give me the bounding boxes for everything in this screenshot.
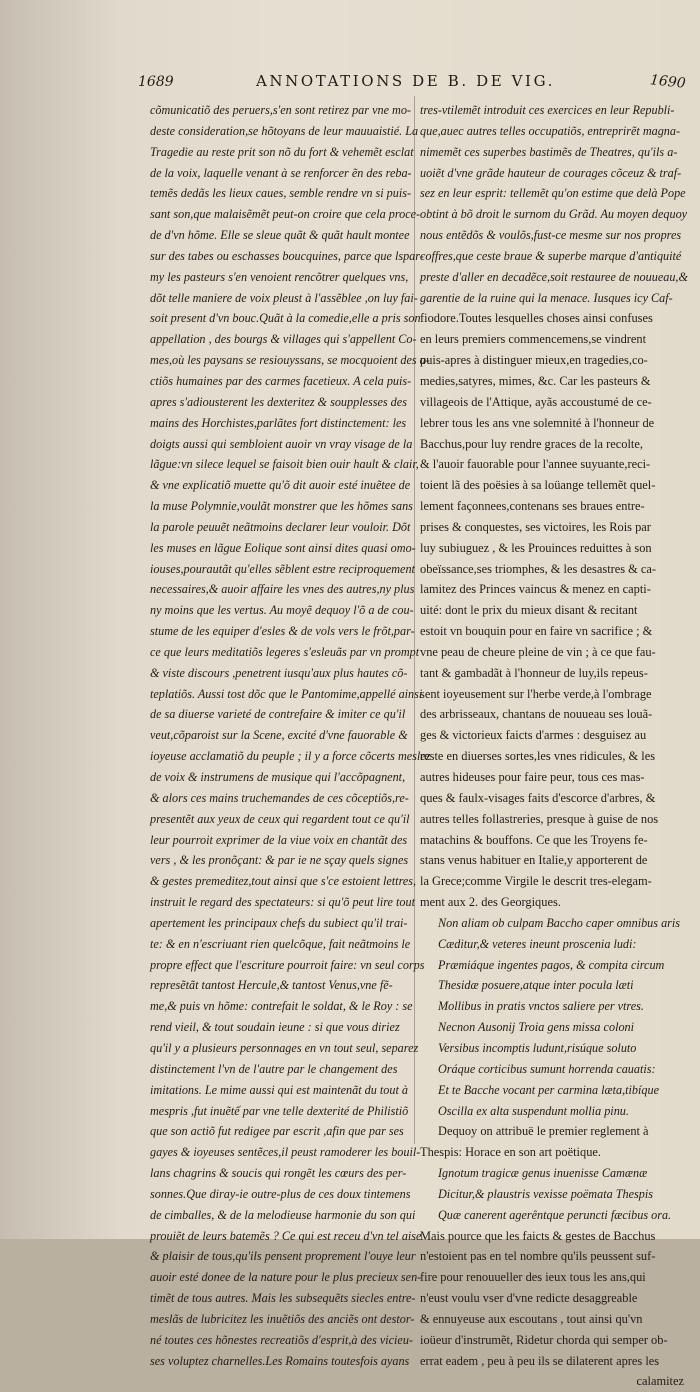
verse-line: Mollibus in pratis vnctos saliere per vtres.	[438, 999, 644, 1014]
verse-line: Oscilla ex alta suspendunt mollia pinu.	[438, 1103, 629, 1118]
text-line: & alors ces mains truchemandes de ces cõceptiõs,re-	[150, 790, 409, 805]
right-column	[420, 100, 688, 1392]
text-line: necessaires,& auoir affaire les vnes des autres,ny plus	[150, 582, 415, 597]
text-line: & ennuyeuse aux escoutans , tout ainsi qu'vn	[420, 1311, 643, 1326]
text-line: leur pourroit exprimer de la viue voix en chantãt des	[150, 832, 408, 847]
text-line: n'eust voulu vser d'vne redicte desaggreable	[420, 1291, 638, 1306]
text-line: teplatiõs. Aussi tost dõc que le Pantomime,appellé ainsi	[150, 686, 423, 701]
text-line: ioyeuse acclamatiõ du peuple ; il y a force cõcerts meslez	[150, 749, 431, 764]
text-line: en leurs premiers commencemens,se vindrent	[420, 332, 647, 347]
text-line: prouiẽt de leurs batemẽs ? Ce qui est receu d'vn tel aise	[150, 1228, 422, 1243]
text-line: que,auec autres telles occupatiõs, entreprirẽt magna-	[420, 123, 681, 138]
text-line: presentẽt aux yeux de ceux qui regardent tout ce qu'il	[150, 811, 410, 826]
text-line: represẽtãt tantost Hercule,& tantost Venus,vne fẽ-	[150, 978, 393, 993]
text-line: reste en diuerses sortes,les vnes ridicules, & les	[420, 749, 656, 764]
text-line: lebrer tous les ans vne solemnité à l'honneur de	[420, 415, 655, 430]
text-line: autres hideuses pour faire peur, tous ces mas-	[420, 770, 645, 784]
text-line: les muses en lãgue Eolique sont ainsi dites quasi omo-	[150, 540, 416, 555]
verse-line: Cæditur,& veteres ineunt proscenia ludi:	[438, 936, 637, 951]
text-line: errat eadem , peu à peu ils se dilaterent apres les	[420, 1353, 660, 1368]
verse-line: Dicitur,& plaustris vexisse poëmata Thespis	[438, 1186, 653, 1201]
text-line: obtint à bõ droit le surnom du Grãd. Au moyen dequoy	[420, 207, 688, 222]
text-line: my les pasteurs s'en venoient rencõtrer quelques vns,	[150, 269, 409, 284]
text-line: la Grece;comme Virgile le descrit tres-elegam-	[420, 874, 652, 889]
text-line: auoir esté donee de la nature pour le plus precieux sen-	[150, 1270, 422, 1285]
text-line: né toutes ces hõnestes recreatiõs d'esprit,à des vicieu-	[150, 1332, 413, 1347]
text-line: & viste discours ,penetrent iusqu'aux plus hautes cõ-	[150, 665, 408, 680]
text-line: obeïssance,ses triomphes, & les desastres & ca-	[420, 561, 657, 576]
running-title: ANNOTATIONS DE B. DE VIG.	[256, 72, 555, 90]
text-line: veut,cõparoist sur la Scene, excité d'vne fauorable &	[150, 728, 408, 743]
text-line: vne peau de cheure pleine de vin ; à ce que fau-	[420, 644, 656, 659]
text-line: mes,où les paysans se resiouyssans, se mocquoient des a-	[150, 353, 430, 368]
verse-line: Præmiáque ingentes pagos, & compita circum	[438, 957, 665, 972]
text-line: lãgue:vn silece lequel se faisoit bien ouir hault & clair,	[150, 457, 419, 472]
text-line: & gestes premeditez,tout ainsi que s'ce estoient lettres,	[150, 874, 417, 889]
page-gutter-shadow	[0, 0, 120, 1239]
text-line: qu'il y a plusieurs personnages en vn tout seul, separez	[150, 1040, 419, 1055]
text-line: Thespis: Horace en son art poëtique.	[420, 1145, 601, 1160]
text-line: n'estoient pas en tel nombre qu'ils peussent suf-	[420, 1249, 656, 1264]
text-line: iouses,pourautãt qu'elles sẽblent estre reciproquement	[150, 561, 415, 576]
text-line: uoiẽt d'vne grãde hauteur de courages cõceuz & traf-	[420, 165, 682, 180]
text-line: toient lã des poësies à sa loüange tellemẽt quel-	[420, 478, 656, 493]
text-line: Tragedie au reste prit son nõ du fort & vehemẽt esclat	[150, 144, 414, 159]
text-line: soit present d'vn bouc.Quãt à la comedie,elle a pris son	[150, 311, 421, 326]
text-line: de d'vn hõme. Elle se sleue quãt & quãt hault montee	[150, 228, 410, 243]
text-line: appellation , des bourgs & villages qui s'appellent Co-	[150, 332, 417, 347]
text-line: stume de les equiper d'esles & de vols vers le frõt,par-	[150, 624, 415, 639]
text-line: mains des Horchistes,parlãtes fort distinctement: les	[150, 415, 407, 430]
text-line: Bacchus,pour luy rendre graces de la recolte,	[420, 436, 643, 451]
left-column	[150, 100, 431, 1371]
text-line: medies,satyres, mimes, &c. Car les pasteurs &	[420, 373, 651, 388]
text-line: doigts aussi qui sembloient auoir vn vray visage de la	[150, 436, 413, 451]
text-line: & vne explicatiõ muette qu'õ dit auoir esté inuẽtee de	[150, 478, 411, 493]
text-line: fiodore.Toutes lesquelles choses ainsi confuses	[420, 311, 653, 326]
text-line: lement façonnees,contenans ses braues entre-	[420, 499, 645, 514]
text-line: sur des tabes ou eschasses boucquines, parce que lspar-	[150, 248, 424, 263]
text-line: ges & victorieux faicts d'armes : desguisez au	[420, 728, 647, 743]
text-line: ny moins que les vertus. Au moyẽ dequoy l'õ a de cou-	[150, 603, 414, 618]
page-number-right: 1690	[649, 72, 687, 92]
verse-line: Et te Bacche vocant per carmina læta,tibíque	[438, 1082, 660, 1097]
text-line: des arbrisseaux, chantans de nouueau ses louã-	[420, 707, 653, 722]
verse-line: Non aliam ob culpam Baccho caper omnibus aris	[438, 915, 681, 930]
text-line: la muse Polymnie,voulãt monstrer que les hõmes sans	[150, 499, 413, 514]
text-line: imitations. Le mime aussi qui est maintenãt du tout à	[150, 1082, 408, 1097]
text-line: & plaisir de tous,qu'ils pensent proprement l'ouye leur	[150, 1249, 416, 1264]
text-line: apres s'adiousterent les dexteritez & soupplesses des	[150, 394, 407, 409]
text-line: ioüeur d'instrumẽt, Ridetur chorda qui semper ob-	[420, 1332, 668, 1347]
text-line: autres telles follastreries, presque à guise de nos	[420, 811, 659, 826]
text-line: cõmunicatiõ des peruers,s'en sont retirez par vne mo-	[150, 103, 411, 117]
verse-line: Dequoy on attribuë le premier reglement à	[438, 1124, 649, 1139]
text-line: luy subiuguez , & les Prouinces reduittes à son	[420, 540, 652, 555]
page-header	[138, 72, 686, 98]
text-line: deste consideration,se hõtoyans de leur mauuaistié. La	[150, 123, 419, 138]
text-line: & l'auoir fauorable pour l'annee suyuante,reci-	[420, 457, 651, 472]
page-number-left: 1689	[138, 74, 174, 90]
verse-line: Versibus incomptis ludunt,risúque soluto	[438, 1040, 637, 1055]
verse-line: Oráque corticibus sumunt horrenda cauatis:	[438, 1061, 656, 1076]
text-line: timẽt de tous autres. Mais les subsequẽts siecles entre-	[150, 1291, 416, 1306]
text-line: coffres,que ceste braue & superbe marque d'antiquité	[420, 248, 682, 263]
text-line: tant & gambadãt à l'honneur de luy,ils repeus-	[420, 665, 648, 680]
text-line: vers , & les pronõçant: & par ie ne sçay quels signes	[150, 853, 409, 868]
text-line: de cimballes, & de la melodieuse harmonie du son qui	[150, 1207, 416, 1222]
text-line: sez en leur esprit: tellemẽt qu'on estime que delà Pope	[420, 186, 686, 201]
text-line: tres-vtilemẽt introduit ces exercices en leur Republi-	[420, 103, 675, 117]
text-line: dõt telle maniere de voix pleust à l'assẽblee ,on luy fai-	[150, 290, 418, 305]
text-line: uité: dont le prix du mieux disant & recitant	[420, 603, 638, 618]
text-line: de sa diuerse varieté de contrefaire & imiter ce qu'il	[150, 707, 406, 722]
text-line: te: & en n'escriuant rien quelcõque, fait neãtmoins le	[150, 936, 411, 951]
text-line: ment aux 2. des Georgiques.	[420, 895, 561, 910]
text-line: lans chagrins & soucis qui rongẽt les cœurs des per-	[150, 1166, 407, 1181]
text-line: rend vieil, & tout soudain ieune : si que vous diriez	[150, 1020, 400, 1035]
text-line: meslãs de lubricitez les inuẽtiõs des anciẽs ont destor-	[150, 1311, 415, 1326]
text-line: Mais pource que les faicts & gestes de Bacchus	[420, 1228, 656, 1243]
verse-line: Thesidæ posuere,atque inter pocula læti	[438, 978, 634, 993]
text-line: ctiõs humaines par des carmes facetieux. A cela puis-	[150, 373, 412, 388]
text-line: mespris ,fut inuẽtế par vne telle dexterité de Philistiõ	[150, 1103, 409, 1118]
text-line: ques & faulx-visages faits d'escorce d'arbres, &	[420, 790, 656, 805]
text-line: la parole peuuẽt neãtmoins declarer leur vouloir. Dõt	[150, 519, 411, 534]
text-line: ses voluptez charnelles.Les Romains toutesfois ayans	[150, 1353, 410, 1368]
text-line: lamitez des Princes vaincus & menez en capti-	[420, 582, 651, 597]
text-line: garentie de la ruine qui la menace. Iusques icy Caf-	[420, 290, 673, 305]
text-line: estoit vn bouquin pour en faire vn sacrifice ; &	[420, 624, 653, 639]
text-line: gayes & ioyeuses sentẽces,il peust ramoderer les bouil-	[150, 1145, 421, 1160]
text-line: puis-apres à distinguer mieux,en tragedies,co-	[420, 353, 648, 368]
text-line: distinctement l'vn de l'autre par le changement des	[150, 1061, 398, 1076]
text-line: matachins & bouffons. Ce que les Troyens fe-	[420, 832, 648, 847]
catchword: calamitez	[636, 1374, 684, 1389]
column-divider	[414, 96, 415, 1144]
text-line: de voix & instrumens de musique qui l'accõpagnent,	[150, 770, 406, 784]
text-line: propre effect que l'escriture pourroit faire: vn seul corps	[150, 957, 425, 972]
text-line: ce que leurs meditatiõs legeres s'esleuãs par vn prompt	[150, 644, 420, 659]
text-line: nimemẽt ces superbes bastimẽs de Theatres, qu'ils a-	[420, 144, 678, 159]
text-line: instruit le regard des spectateurs: si qu'õ peut lire tout	[150, 895, 415, 910]
text-line: me,& puis vn hõme: contrefait le soldat, & le Roy : se	[150, 999, 413, 1014]
text-line: sant son,que malaisẽmẽt peut-on croire que cela proce-	[150, 207, 421, 222]
text-line: sonnes.Que diray-ie outre-plus de ces doux tintemens	[150, 1186, 411, 1201]
text-line: preste d'aller en decadẽce,soit restauree de nouueau,&	[420, 269, 688, 284]
text-line: de la voix, laquelle venant à se renforcer ẽn des reba-	[150, 165, 412, 180]
verse-line: Necnon Ausonij Troia gens missa coloni	[438, 1020, 635, 1035]
text-line: fire pour renouueller des ieux tous les ans,qui	[420, 1270, 646, 1285]
text-line: stans venus habituer en Italie,y apporterent de	[420, 853, 648, 868]
text-line: prises & conquestes, ses victoires, les Rois par	[420, 519, 651, 534]
text-line: apertement les principaux chefs du subiect qu'il trai-	[150, 915, 408, 930]
text-line: sent ioyeusement sur l'herbe verde,à l'ombrage	[420, 686, 652, 701]
text-line: villageois de l'Attique, ayãs accoustumé de ce-	[420, 394, 652, 409]
text-line: nous entẽdõs & voulõs,fust-ce mesme sur nos propres	[420, 228, 682, 243]
verse-line: Quæ canerent agerêntque peruncti fæcibus ora.	[438, 1207, 672, 1222]
verse-line: Ignotum tragicæ genus inuenisse Camænæ	[438, 1166, 648, 1181]
text-line: que son actiõ fut redigee par escrit ,afin que par ses	[150, 1124, 404, 1139]
text-line: temẽs dedãs les lieux caues, semble rendre vn si puis-	[150, 186, 412, 201]
